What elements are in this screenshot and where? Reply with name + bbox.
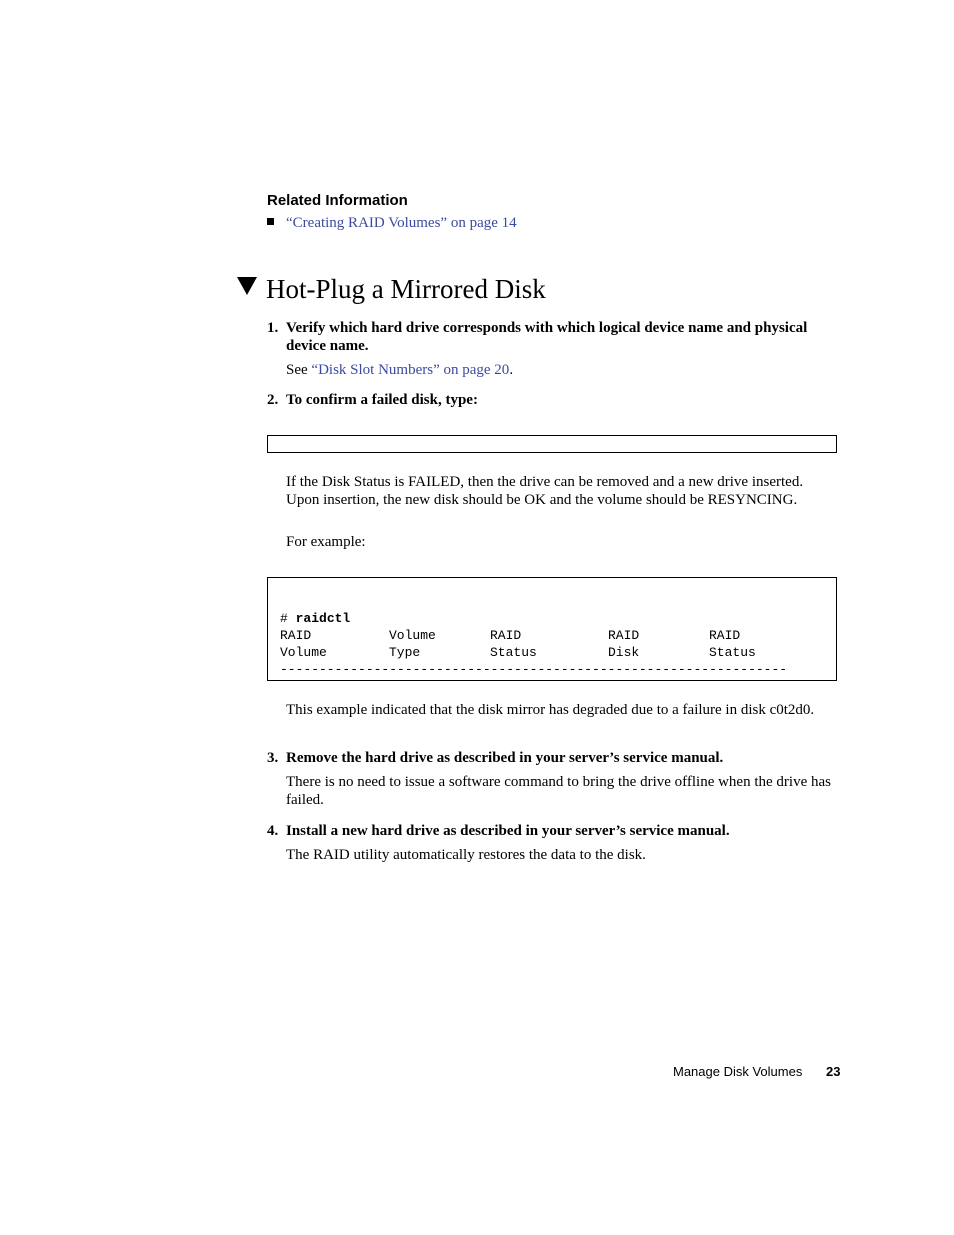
disk-status-paragraph: If the Disk Status is FAILED, then the drive can be removed and a new drive inserted. Upon insertion, the new disk should be OK and the volume should be RESYNCING.	[286, 474, 804, 508]
table-cell	[709, 679, 725, 681]
step-4-body: The RAID utility automatically restores the data to the disk.	[286, 847, 646, 863]
header-cell: Type	[389, 645, 421, 660]
section-title	[237, 272, 546, 306]
table-cell	[389, 679, 405, 681]
see-suffix: .	[509, 362, 514, 378]
step-number: 1.	[267, 320, 279, 336]
step-number: 3.	[267, 750, 279, 766]
procedure-triangle-icon	[237, 277, 257, 295]
step-4	[267, 822, 839, 840]
see-prefix: See	[286, 362, 312, 378]
example-explanation-paragraph: This example indicated that the disk mirror has degraded due to a failure in disk c0t2d0.	[286, 702, 815, 718]
related-list-item	[267, 213, 517, 233]
header-cell: Disk	[608, 645, 640, 660]
disk-slot-numbers-link[interactable]: “Disk Slot Numbers” on page 20	[311, 362, 510, 378]
header-cell: RAID	[280, 628, 312, 643]
footer-page-number: 23	[826, 1064, 841, 1079]
for-example-paragraph: For example:	[286, 534, 366, 550]
related-information-heading: Related Information	[267, 192, 408, 209]
code-line-command	[280, 610, 350, 627]
step-3-body: There is no need to issue a software command to bring the drive offline when the drive has failed.	[286, 774, 831, 808]
code-block-raidctl-output	[267, 577, 837, 681]
step-2	[267, 391, 839, 409]
header-cell: Status	[709, 645, 756, 660]
step-number: 2.	[267, 392, 279, 408]
step-1-see-reference	[286, 361, 839, 379]
header-cell: Volume	[280, 645, 327, 660]
step-number: 4.	[267, 823, 279, 839]
creating-raid-volumes-link[interactable]: “Creating RAID Volumes” on page 14	[286, 215, 517, 231]
header-cell: Volume	[389, 628, 436, 643]
header-cell: RAID	[608, 628, 640, 643]
step-text: To confirm a failed disk, type:	[286, 392, 478, 408]
step-1	[267, 319, 839, 355]
square-bullet-icon	[267, 218, 274, 225]
step-text: Remove the hard drive as described in your server’s service manual.	[286, 750, 724, 766]
shell-prompt: #	[280, 611, 288, 626]
table-cell	[490, 679, 552, 681]
code-block-raidctl-command	[267, 435, 837, 453]
header-cell: RAID	[490, 628, 522, 643]
step-text: Verify which hard drive corresponds with which logical device name and physical device name.	[286, 320, 808, 354]
command-text: raidctl	[295, 611, 351, 626]
table-cell	[608, 679, 655, 681]
header-cell: Status	[490, 645, 537, 660]
step-3	[267, 749, 839, 767]
step-text: Install a new hard drive as described in your server’s service manual.	[286, 823, 730, 839]
section-title-text: Hot-Plug a Mirrored Disk	[266, 274, 546, 304]
separator-line: -----------------------------------------------------------------	[280, 662, 788, 677]
header-cell: RAID	[709, 628, 741, 643]
table-cell	[280, 679, 327, 681]
footer-chapter-title: Manage Disk Volumes	[673, 1064, 803, 1079]
